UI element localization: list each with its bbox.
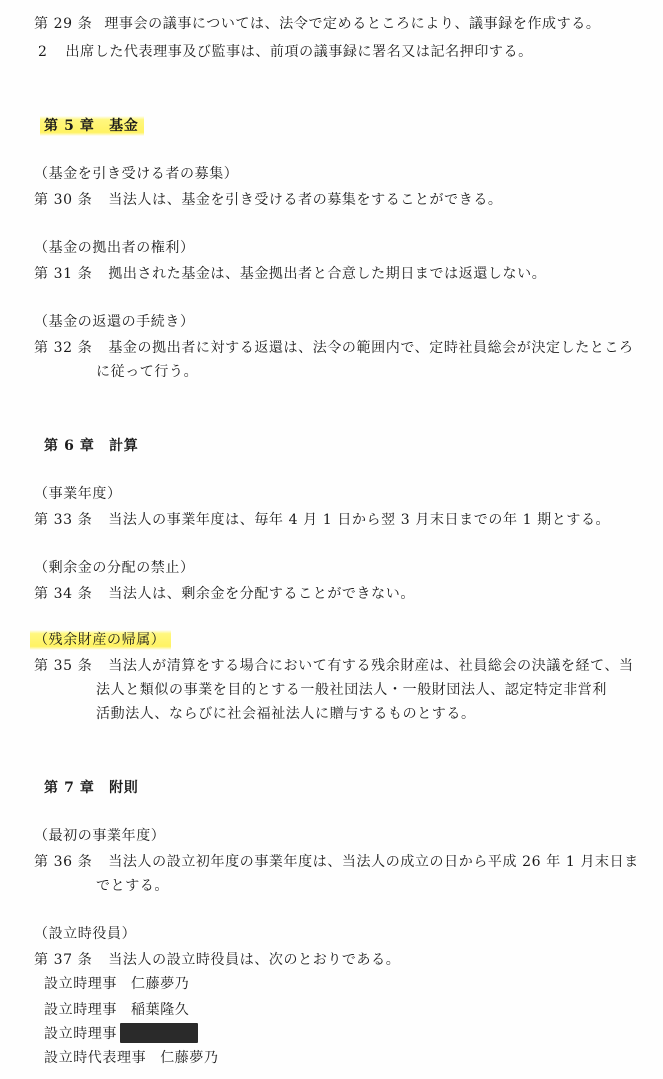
- article-32-text-line-1: 基金の拠出者に対する返還は、法令の範囲内で、定時社員総会が決定したところ: [108, 340, 634, 356]
- article-30-number: 第 30 条: [34, 192, 93, 208]
- officer-row: [44, 1000, 189, 1020]
- officer-row: [44, 974, 189, 994]
- article-35-text-line-1: 当法人が清算をする場合において有する残余財産は、社員総会の決議を経て、当: [108, 658, 634, 674]
- article-34-caption: （剰余金の分配の禁止）: [34, 560, 195, 576]
- officer-name: 仁藤夢乃: [131, 976, 190, 992]
- article-36: [34, 852, 639, 872]
- article-31-text: 拠出された基金は、基金拠出者と合意した期日までは返還しない。: [108, 266, 547, 282]
- article-34-number: 第 34 条: [34, 586, 93, 602]
- officer-name: 稲葉隆久: [131, 1002, 190, 1018]
- article-32-number: 第 32 条: [34, 340, 93, 356]
- article-37: [34, 950, 400, 970]
- officer-row: [44, 1048, 219, 1068]
- article-33-caption: （事業年度）: [34, 486, 122, 502]
- article-29-text: 理事会の議事については、法令で定めるところにより、議事録を作成する。: [104, 16, 601, 32]
- article-35-text-line-2: 法人と類似の事業を目的とする一般社団法人・一般財団法人、認定特定非営利: [96, 682, 607, 698]
- article-31-caption: （基金の拠出者の権利）: [34, 240, 195, 256]
- article-30: [34, 190, 503, 210]
- article-32: [34, 338, 634, 358]
- paragraph-number: 2: [38, 44, 48, 60]
- article-31: [34, 264, 546, 284]
- article-36-caption: （最初の事業年度）: [34, 828, 166, 844]
- article-37-text: 当法人の設立時役員は、次のとおりである。: [108, 952, 401, 968]
- article-29: [34, 14, 600, 34]
- officer-row: [44, 1024, 117, 1044]
- article-35-caption: （残余財産の帰属）: [30, 630, 171, 650]
- article-36-text-line-1: 当法人の設立初年度の事業年度は、当法人の成立の日から平成 26 年 1 月末日ま: [108, 854, 639, 870]
- paragraph-text: 出席した代表理事及び監事は、前項の議事録に署名又は記名押印する。: [65, 44, 533, 60]
- redacted-name-block: [120, 1023, 198, 1043]
- article-34: [34, 584, 415, 604]
- article-37-caption: （設立時役員）: [34, 926, 137, 942]
- article-29-paragraph-2: [38, 42, 533, 62]
- officer-name: 仁藤夢乃: [160, 1050, 219, 1066]
- chapter-6-heading: 第 6 章 計算: [44, 438, 139, 454]
- officer-role: 設立時理事: [44, 1002, 117, 1018]
- article-32-text-line-2: に従って行う。: [96, 364, 199, 380]
- officer-role: 設立時代表理事: [44, 1050, 147, 1066]
- chapter-7-heading: 第 7 章 附則: [44, 780, 139, 796]
- article-33: [34, 510, 610, 530]
- article-35-number: 第 35 条: [34, 658, 93, 674]
- article-36-number: 第 36 条: [34, 854, 93, 870]
- article-36-text-line-2: でとする。: [96, 878, 169, 894]
- article-35-text-line-3: 活動法人、ならびに社会福祉法人に贈与するものとする。: [96, 706, 476, 722]
- article-33-number: 第 33 条: [34, 512, 93, 528]
- article-34-text: 当法人は、剰余金を分配することができない。: [108, 586, 415, 602]
- article-35-caption-wrap: [34, 630, 171, 650]
- article-30-text: 当法人は、基金を引き受ける者の募集をすることができる。: [108, 192, 503, 208]
- officer-role: 設立時理事: [44, 1026, 117, 1042]
- chapter-5-heading: [44, 116, 144, 136]
- officer-role: 設立時理事: [44, 976, 117, 992]
- article-35: [34, 656, 634, 676]
- article-30-caption: （基金を引き受ける者の募集）: [34, 166, 239, 182]
- article-37-number: 第 37 条: [34, 952, 93, 968]
- article-31-number: 第 31 条: [34, 266, 93, 282]
- article-32-caption: （基金の返還の手続き）: [34, 314, 195, 330]
- article-29-number: 第 29 条: [34, 16, 93, 32]
- article-33-text: 当法人の事業年度は、毎年 4 月 1 日から翌 3 月末日までの年 1 期とする。: [108, 512, 611, 528]
- chapter-5-title: 第 5 章 基金: [40, 116, 144, 136]
